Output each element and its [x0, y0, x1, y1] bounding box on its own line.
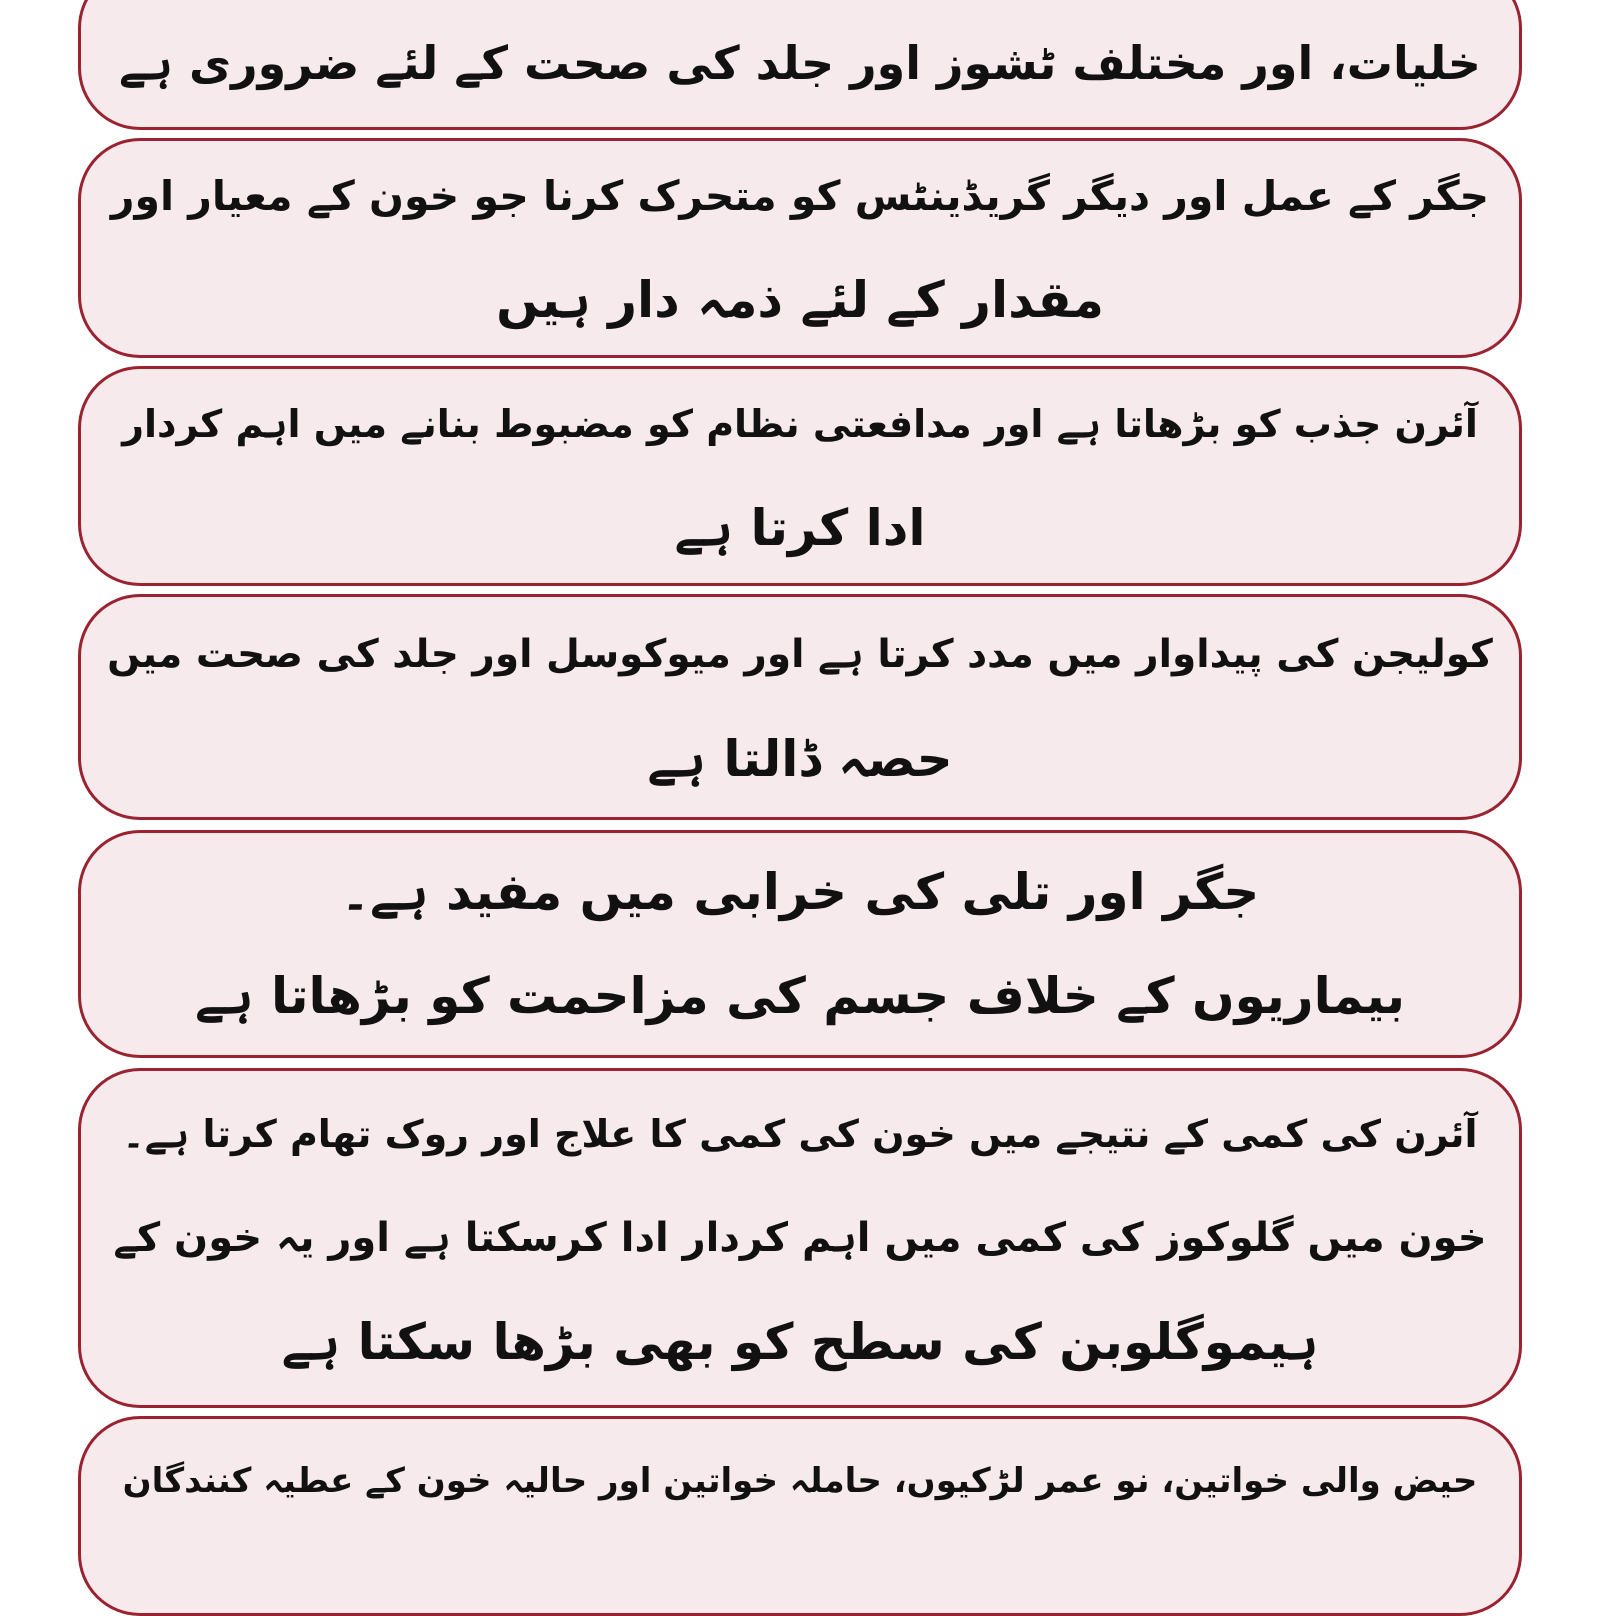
benefit-card-2	[78, 138, 1522, 358]
card-text-line: ادا کرتا ہے	[674, 499, 926, 557]
card-text-line: خون میں گلوکوز کی کمی میں اہم کردار ادا کرسکتا ہے اور یہ خون کے	[113, 1215, 1487, 1261]
card-text-line: حصہ ڈالتا ہے	[647, 730, 953, 788]
benefit-card-4	[78, 594, 1522, 820]
card-text-line: حیض والی خواتین، نو عمر لڑکیوں، حاملہ خواتین اور حالیہ خون کے عطیہ کنندگان	[122, 1461, 1478, 1501]
card-text-line: آئرن کی کمی کے نتیجے میں خون کی کمی کا علاج اور روک تھام کرتا ہے۔	[122, 1112, 1478, 1156]
benefit-card-3	[78, 366, 1522, 586]
card-text-line: جگر کے عمل اور دیگر گریڈینٹس کو متحرک کرنا جو خون کے معیار اور	[110, 172, 1490, 220]
benefit-card-1	[78, 0, 1522, 130]
benefit-card-7	[78, 1416, 1522, 1616]
card-text-line: کولیجن کی پیداوار میں مدد کرتا ہے اور میوکوسل اور جلد کی صحت میں	[107, 632, 1493, 677]
benefit-card-5	[78, 830, 1522, 1058]
card-text-line: خلیات، اور مختلف ٹشوز اور جلد کی صحت کے لئے ضروری ہے	[119, 36, 1481, 90]
benefit-card-6	[78, 1068, 1522, 1408]
card-text-line: بیماریوں کے خلاف جسم کی مزاحمت کو بڑھاتا ہے	[194, 967, 1406, 1025]
card-text-line: آئرن جذب کو بڑھاتا ہے اور مدافعتی نظام کو مضبوط بنانے میں اہم کردار	[122, 402, 1478, 446]
card-text-line: مقدار کے لئے ذمہ دار ہیں	[496, 271, 1104, 329]
card-text-line: ہیموگلوبن کی سطح کو بھی بڑھا سکتا ہے	[281, 1313, 1319, 1371]
card-text-line: جگر اور تلی کی خرابی میں مفید ہے۔	[340, 863, 1260, 921]
